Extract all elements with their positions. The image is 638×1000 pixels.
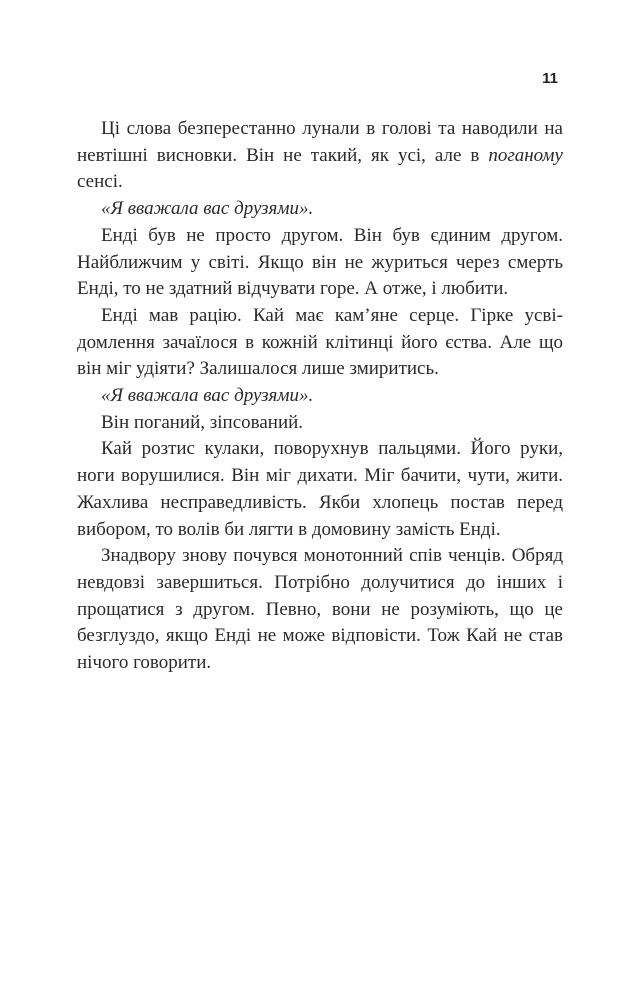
paragraph	[77, 116, 563, 196]
paragraph: Він поганий, зіпсований.	[101, 411, 304, 433]
body-text	[77, 116, 563, 677]
quote-paragraph: «Я вважала вас друзями».	[101, 198, 314, 220]
paragraph: Кай розтис кулаки, поворухнув пальцями. Його руки, ноги ворушилися. Він міг дихати. Міг бачити, чути, жити. Жахлива несправедливість. Якби хлопець постав перед вибором, то волів би лягти в домовину замість Енді.	[77, 438, 563, 540]
paragraph: Енді мав рацію. Кай має кам’яне серце. Гірке усвідомлення зачаїлося в кожній клітинці його єства. Але що він міг удіяти? Залишалося лише змиритись.	[77, 304, 563, 380]
text-run: сенсі.	[77, 171, 123, 193]
page-number: 11	[542, 70, 558, 87]
paragraph: Енді був не просто другом. Він був єдиним другом. Найближчим у світі. Якщо він не журиться через смерть Енді, то не здатний відчувати горе. А отже, і любити.	[77, 224, 563, 300]
italic-text: поганому	[488, 144, 563, 166]
text-run: Ці слова безперестанно лунали в голові та наводили на невтішні висновки. Він не такий, як усі, але в	[77, 118, 563, 166]
quote-paragraph: «Я вважала вас друзями».	[101, 385, 314, 407]
paragraph: Знадвору знову почувся монотонний спів ченців. Обряд невдовзі завершиться. Потрібно долучитися до інших і прощатися з другом. Певно, вони не розуміють, що це безглуздо, якщо Енді не може відповісти. Тож Кай не став нічого говорити.	[77, 545, 563, 674]
